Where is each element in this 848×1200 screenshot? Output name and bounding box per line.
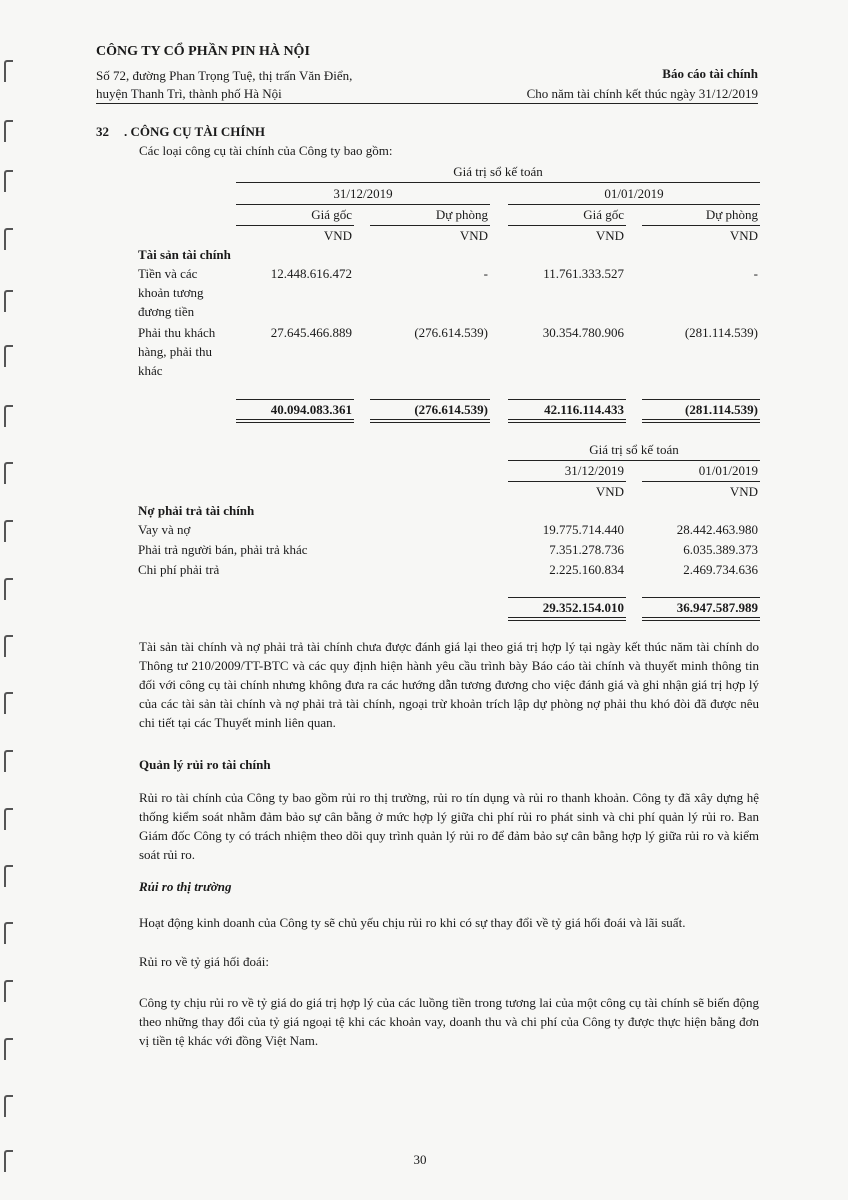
rule bbox=[642, 225, 760, 226]
asset-cell: 11.761.333.527 bbox=[543, 266, 624, 281]
rule bbox=[508, 481, 626, 482]
double-rule bbox=[236, 419, 354, 423]
asset-cell: (276.614.539) bbox=[414, 325, 488, 340]
binder-hole bbox=[4, 520, 13, 542]
double-rule bbox=[370, 419, 490, 423]
asset-row-label: Phải thu khách bbox=[138, 325, 216, 340]
liab-unit-2: VND bbox=[729, 484, 758, 499]
assets-col-provision-2: Dự phòng bbox=[705, 207, 758, 222]
liab-total: 36.947.587.989 bbox=[676, 600, 758, 615]
double-rule bbox=[508, 419, 626, 423]
assets-section-label: Tài sản tài chính bbox=[138, 247, 231, 262]
risk-text: Rủi ro tài chính của Công ty bao gồm rủi ro thị trường, rủi ro tín dụng và rủi ro thanh khoản. Công ty đã xây dựng hệ thống kiểm soát nhằm đảm bảo sự cân bằng ở mức hợp lý giữa chi phí rủi ro phát sinh và chi phí quản lý rủi ro. Ban Giám đốc Công ty có trách nhiệm theo dõi quy trình quản lý rủi ro để đảm bảo sự cân bằng hợp lý giữa rủi ro và kiểm soát rủi ro. bbox=[139, 790, 759, 862]
company-name: CÔNG TY CỔ PHẦN PIN HÀ NỘI bbox=[96, 44, 310, 59]
binder-hole bbox=[4, 922, 13, 944]
assets-period1: 31/12/2019 bbox=[333, 186, 393, 201]
binder-hole bbox=[4, 865, 13, 887]
asset-cell: 30.354.780.906 bbox=[542, 325, 624, 340]
binder-hole bbox=[4, 170, 13, 192]
section-intro: Các loại công cụ tài chính của Công ty bao gồm: bbox=[139, 143, 393, 158]
liab-period1: 31/12/2019 bbox=[564, 463, 624, 478]
liab-group-rule bbox=[508, 460, 760, 461]
report-title: Báo cáo tài chính bbox=[662, 66, 758, 81]
rule bbox=[642, 481, 760, 482]
liab-row-label: Vay và nợ bbox=[138, 522, 191, 537]
liab-section-label: Nợ phải trả tài chính bbox=[138, 503, 255, 518]
binder-hole bbox=[4, 120, 13, 142]
assets-col-provision-1: Dự phòng bbox=[435, 207, 488, 222]
assets-col-cost-2: Giá gốc bbox=[583, 207, 624, 222]
assets-group-rule bbox=[236, 182, 760, 183]
page-number: 30 bbox=[413, 1152, 427, 1167]
binder-hole bbox=[4, 635, 13, 657]
company-address-line2: huyện Thanh Trì, thành phố Hà Nội bbox=[96, 86, 282, 101]
binder-hole bbox=[4, 345, 13, 367]
binder-hole bbox=[4, 1038, 13, 1060]
assets-period2-rule bbox=[508, 204, 760, 205]
assets-period2: 01/01/2019 bbox=[604, 186, 664, 201]
binder-hole bbox=[4, 405, 13, 427]
double-rule bbox=[642, 617, 760, 621]
binder-hole bbox=[4, 228, 13, 250]
assets-unit-4: VND bbox=[729, 228, 758, 243]
asset-row-label: khoản tương bbox=[138, 285, 204, 300]
section-number: 32 bbox=[96, 124, 109, 139]
liab-cell: 7.351.278.736 bbox=[549, 542, 624, 557]
rule bbox=[508, 225, 626, 226]
binder-hole bbox=[4, 60, 13, 82]
liab-total: 29.352.154.010 bbox=[542, 600, 624, 615]
rule bbox=[642, 597, 760, 598]
binder-hole bbox=[4, 578, 13, 600]
section-title: . CÔNG CỤ TÀI CHÍNH bbox=[124, 124, 265, 139]
asset-cell: (281.114.539) bbox=[684, 325, 758, 340]
binder-hole bbox=[4, 290, 13, 312]
asset-cell: 27.645.466.889 bbox=[270, 325, 352, 340]
binder-hole bbox=[4, 808, 13, 830]
binder-hole bbox=[4, 1150, 13, 1172]
liab-group-header: Giá trị sổ kế toán bbox=[589, 442, 679, 457]
report-period: Cho năm tài chính kết thúc ngày 31/12/2019 bbox=[526, 86, 758, 101]
binder-hole bbox=[4, 980, 13, 1002]
rule bbox=[236, 399, 354, 400]
liab-cell: 28.442.463.980 bbox=[676, 522, 758, 537]
assets-col-cost-1: Giá gốc bbox=[311, 207, 352, 222]
asset-row-label: đương tiền bbox=[138, 304, 195, 319]
liab-row-label: Phải trả người bán, phải trả khác bbox=[138, 542, 308, 557]
fair-value-note: Tài sản tài chính và nợ phải trả tài chính chưa được đánh giá lại theo giá trị hợp lý tại ngày kết thúc năm tài chính do Thông tư 210/2009/TT-BTC và các quy định hiện hành yêu cầu trình bày Báo cáo tài chính và thuyết minh thông tin đối với công cụ tài chính nhưng không đưa ra các hướng dẫn tương đương cho việc đánh giá và ghi nhận giá trị hợp lý của các tài sản tài chính và nợ phải trả tài chính, ngoại trừ khoản trích lập dự phòng nợ phải thu khó đòi đã được nêu chi tiết tại các Thuyết minh liên quan. bbox=[139, 639, 759, 730]
assets-total: 40.094.083.361 bbox=[270, 402, 352, 417]
risk-heading: Quản lý rủi ro tài chính bbox=[139, 757, 271, 772]
liab-cell: 19.775.714.440 bbox=[542, 522, 624, 537]
liab-cell: 2.225.160.834 bbox=[549, 562, 624, 577]
asset-cell: - bbox=[483, 266, 488, 281]
assets-total: (276.614.539) bbox=[414, 402, 488, 417]
rule bbox=[370, 225, 490, 226]
liab-cell: 2.469.734.636 bbox=[683, 562, 758, 577]
asset-cell: 12.448.616.472 bbox=[270, 266, 352, 281]
market-risk-text: Hoạt động kinh doanh của Công ty sẽ chủ yếu chịu rủi ro khi có sự thay đổi về tỷ giá hối đoái và lãi suất. bbox=[139, 915, 686, 930]
asset-row-label: khác bbox=[138, 363, 163, 378]
header-rule bbox=[96, 103, 758, 104]
market-risk-heading: Rủi ro thị trường bbox=[139, 879, 232, 894]
asset-cell: - bbox=[753, 266, 758, 281]
company-address-line1: Số 72, đường Phan Trọng Tuệ, thị trấn Văn Điển, bbox=[96, 68, 353, 83]
assets-total: (281.114.539) bbox=[685, 402, 758, 417]
binder-hole bbox=[4, 1095, 13, 1117]
double-rule bbox=[642, 419, 760, 423]
rule bbox=[508, 597, 626, 598]
liab-row-label: Chi phí phải trả bbox=[138, 562, 220, 577]
binder-hole bbox=[4, 692, 13, 714]
fx-risk-text: Công ty chịu rủi ro về tỷ giá do giá trị hợp lý của các luồng tiền trong tương lai của một công cụ tài chính sẽ biến động theo những thay đổi của tỷ giá ngoại tệ khi các khoản vay, doanh thu và chi phí của Công ty được thực hiện bằng đơn vị tiền tệ khác với đồng Việt Nam. bbox=[139, 995, 759, 1048]
rule bbox=[370, 399, 490, 400]
binder-hole bbox=[4, 750, 13, 772]
asset-row-label: hàng, phải thu bbox=[138, 344, 213, 359]
binder-holes bbox=[4, 0, 16, 1200]
rule bbox=[236, 225, 354, 226]
liab-cell: 6.035.389.373 bbox=[683, 542, 758, 557]
assets-unit-1: VND bbox=[323, 228, 352, 243]
assets-period1-rule bbox=[236, 204, 490, 205]
fx-risk-heading: Rủi ro về tỷ giá hối đoái: bbox=[139, 954, 269, 969]
assets-total: 42.116.114.433 bbox=[544, 402, 624, 417]
binder-hole bbox=[4, 462, 13, 484]
rule bbox=[642, 399, 760, 400]
liab-period2: 01/01/2019 bbox=[698, 463, 758, 478]
asset-row-label: Tiền và các bbox=[138, 266, 198, 281]
assets-unit-3: VND bbox=[595, 228, 624, 243]
assets-group-header: Giá trị sổ kế toán bbox=[453, 164, 543, 179]
assets-unit-2: VND bbox=[459, 228, 488, 243]
rule bbox=[508, 399, 626, 400]
double-rule bbox=[508, 617, 626, 621]
liab-unit-1: VND bbox=[595, 484, 624, 499]
